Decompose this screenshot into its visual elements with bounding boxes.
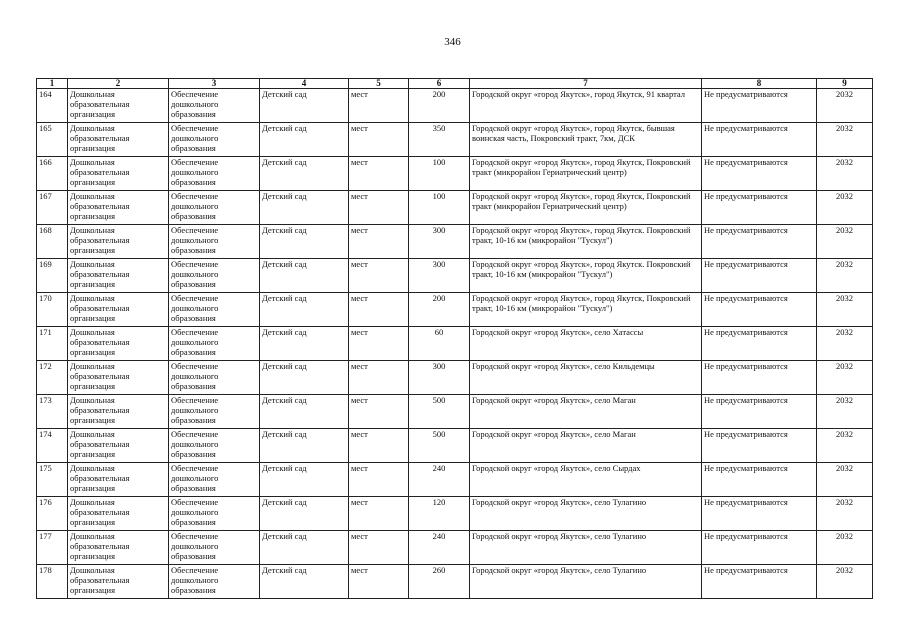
facility-type: Дошкольная образовательная организация xyxy=(70,395,130,425)
row-number: 173 xyxy=(39,395,52,405)
zones-note: Не предусматриваются xyxy=(704,395,788,405)
row-number: 174 xyxy=(39,429,52,439)
capacity-unit-cell xyxy=(349,463,409,497)
zones-note: Не предусматриваются xyxy=(704,157,788,167)
completion-year-cell xyxy=(817,531,873,565)
facility-purpose: Обеспечение дошкольного образования xyxy=(171,191,219,221)
capacity-value-cell xyxy=(409,89,470,123)
capacity-unit-cell xyxy=(349,327,409,361)
column-header: 3 xyxy=(169,79,260,89)
table-row xyxy=(37,429,873,463)
table-row xyxy=(37,361,873,395)
table-row xyxy=(37,463,873,497)
facility-purpose: Обеспечение дошкольного образования xyxy=(171,259,219,289)
facility-location: Городской округ «город Якутск», село Хатассы xyxy=(472,327,644,337)
completion-year-cell xyxy=(817,429,873,463)
facility-type: Дошкольная образовательная организация xyxy=(70,565,130,595)
table-row xyxy=(37,395,873,429)
facility-type-cell xyxy=(68,89,169,123)
facility-object-cell xyxy=(260,361,349,395)
facility-purpose: Обеспечение дошкольного образования xyxy=(171,225,219,255)
zones-note: Не предусматриваются xyxy=(704,497,788,507)
row-number: 168 xyxy=(39,225,52,235)
capacity-value-cell xyxy=(409,565,470,599)
facility-location: Городской округ «город Якутск», село Тулагино xyxy=(472,497,647,507)
facility-object-cell xyxy=(260,463,349,497)
facility-type: Дошкольная образовательная организация xyxy=(70,463,130,493)
capacity-unit: мест xyxy=(351,531,368,541)
facility-location-cell xyxy=(470,361,702,395)
facility-object: Детский сад xyxy=(262,429,307,439)
capacity-value: 300 xyxy=(432,259,446,269)
capacity-unit-cell xyxy=(349,395,409,429)
capacity-unit-cell xyxy=(349,293,409,327)
row-number: 169 xyxy=(39,259,52,269)
facility-purpose: Обеспечение дошкольного образования xyxy=(171,361,219,391)
facilities-table xyxy=(36,78,873,599)
zones-note: Не предусматриваются xyxy=(704,327,788,337)
facility-object-cell xyxy=(260,531,349,565)
facility-purpose: Обеспечение дошкольного образования xyxy=(171,89,219,119)
completion-year-cell xyxy=(817,327,873,361)
facility-purpose: Обеспечение дошкольного образования xyxy=(171,157,219,187)
capacity-unit: мест xyxy=(351,395,368,405)
facility-purpose-cell xyxy=(169,89,260,123)
zones-note: Не предусматриваются xyxy=(704,293,788,303)
facility-location: Городской округ «город Якутск», город Якутск. Покровский тракт, 10-16 км (микрорайон "Тускул") xyxy=(472,225,691,245)
zones-note-cell xyxy=(702,429,817,463)
facility-object: Детский сад xyxy=(262,531,307,541)
completion-year-cell xyxy=(817,157,873,191)
capacity-unit-cell xyxy=(349,497,409,531)
row-number: 176 xyxy=(39,497,52,507)
completion-year-cell xyxy=(817,191,873,225)
capacity-value-cell xyxy=(409,225,470,259)
zones-note: Не предусматриваются xyxy=(704,565,788,575)
capacity-unit: мест xyxy=(351,259,368,269)
facility-type-cell xyxy=(68,225,169,259)
facility-type: Дошкольная образовательная организация xyxy=(70,191,130,221)
facility-purpose: Обеспечение дошкольного образования xyxy=(171,565,219,595)
facility-object: Детский сад xyxy=(262,259,307,269)
capacity-value: 100 xyxy=(432,157,446,167)
facility-purpose: Обеспечение дошкольного образования xyxy=(171,497,219,527)
facility-object: Детский сад xyxy=(262,123,307,133)
facility-purpose-cell xyxy=(169,395,260,429)
zones-note-cell xyxy=(702,463,817,497)
facility-type-cell xyxy=(68,565,169,599)
zones-note-cell xyxy=(702,327,817,361)
page-number: 346 xyxy=(444,36,461,48)
capacity-value: 350 xyxy=(432,123,446,133)
completion-year: 2032 xyxy=(836,497,853,507)
zones-note: Не предусматриваются xyxy=(704,89,788,99)
capacity-value-cell xyxy=(409,429,470,463)
facility-location-cell xyxy=(470,157,702,191)
capacity-value: 240 xyxy=(432,463,446,473)
capacity-value-cell xyxy=(409,463,470,497)
capacity-value: 200 xyxy=(432,293,446,303)
zones-note: Не предусматриваются xyxy=(704,429,788,439)
facility-object-cell xyxy=(260,225,349,259)
row-number: 175 xyxy=(39,463,52,473)
row-number-cell xyxy=(37,293,68,327)
capacity-value: 260 xyxy=(432,565,446,575)
capacity-unit-cell xyxy=(349,225,409,259)
facility-type: Дошкольная образовательная организация xyxy=(70,293,130,323)
table-row xyxy=(37,327,873,361)
facility-purpose-cell xyxy=(169,123,260,157)
completion-year: 2032 xyxy=(836,293,853,303)
facility-object: Детский сад xyxy=(262,565,307,575)
row-number-cell xyxy=(37,395,68,429)
facility-location-cell xyxy=(470,89,702,123)
facility-object: Детский сад xyxy=(262,89,307,99)
facility-purpose-cell xyxy=(169,327,260,361)
capacity-value-cell xyxy=(409,497,470,531)
facility-type-cell xyxy=(68,191,169,225)
table-row xyxy=(37,259,873,293)
capacity-unit: мест xyxy=(351,361,368,371)
facility-type-cell xyxy=(68,327,169,361)
facility-purpose-cell xyxy=(169,225,260,259)
completion-year: 2032 xyxy=(836,565,853,575)
facility-location-cell xyxy=(470,497,702,531)
capacity-unit-cell xyxy=(349,191,409,225)
capacity-value: 60 xyxy=(434,327,444,337)
completion-year-cell xyxy=(817,225,873,259)
row-number-cell xyxy=(37,259,68,293)
facility-type-cell xyxy=(68,429,169,463)
row-number-cell xyxy=(37,89,68,123)
capacity-value: 100 xyxy=(432,191,446,201)
capacity-value-cell xyxy=(409,293,470,327)
facility-purpose-cell xyxy=(169,259,260,293)
capacity-value: 300 xyxy=(432,361,446,371)
facility-location: Городской округ «город Якутск», село Маган xyxy=(472,395,636,405)
facility-location-cell xyxy=(470,191,702,225)
completion-year: 2032 xyxy=(836,191,853,201)
facility-type: Дошкольная образовательная организация xyxy=(70,157,130,187)
row-number: 177 xyxy=(39,531,52,541)
zones-note-cell xyxy=(702,157,817,191)
facility-location-cell xyxy=(470,429,702,463)
column-header: 5 xyxy=(349,79,409,89)
facility-purpose-cell xyxy=(169,463,260,497)
table-row xyxy=(37,565,873,599)
row-number: 165 xyxy=(39,123,52,133)
completion-year: 2032 xyxy=(836,463,853,473)
zones-note-cell xyxy=(702,259,817,293)
facility-object-cell xyxy=(260,259,349,293)
facility-location: Городской округ «город Якутск», город Якутск, Покровский тракт (микрорайон Гериатрический центр) xyxy=(472,191,691,211)
capacity-unit: мест xyxy=(351,225,368,235)
capacity-value: 240 xyxy=(432,531,446,541)
facility-location-cell xyxy=(470,395,702,429)
capacity-value-cell xyxy=(409,157,470,191)
row-number: 170 xyxy=(39,293,52,303)
capacity-unit: мест xyxy=(351,429,368,439)
facility-location-cell xyxy=(470,259,702,293)
facility-location: Городской округ «город Якутск», город Якутск, 91 квартал xyxy=(472,89,686,99)
capacity-unit-cell xyxy=(349,361,409,395)
column-header: 6 xyxy=(409,79,470,89)
capacity-value-cell xyxy=(409,395,470,429)
zones-note: Не предусматриваются xyxy=(704,259,788,269)
zones-note-cell xyxy=(702,531,817,565)
facility-type: Дошкольная образовательная организация xyxy=(70,123,130,153)
facility-object: Детский сад xyxy=(262,225,307,235)
table-row xyxy=(37,191,873,225)
row-number: 166 xyxy=(39,157,52,167)
capacity-value-cell xyxy=(409,361,470,395)
completion-year-cell xyxy=(817,497,873,531)
facility-object-cell xyxy=(260,395,349,429)
completion-year: 2032 xyxy=(836,327,853,337)
facility-location-cell xyxy=(470,293,702,327)
completion-year: 2032 xyxy=(836,429,853,439)
row-number: 164 xyxy=(39,89,52,99)
column-header: 8 xyxy=(702,79,817,89)
completion-year-cell xyxy=(817,463,873,497)
facility-location-cell xyxy=(470,225,702,259)
facility-location: Городской округ «город Якутск», село Кильдемцы xyxy=(472,361,655,371)
facility-object: Детский сад xyxy=(262,361,307,371)
facility-object-cell xyxy=(260,157,349,191)
row-number: 178 xyxy=(39,565,52,575)
row-number: 172 xyxy=(39,361,52,371)
facility-purpose: Обеспечение дошкольного образования xyxy=(171,123,219,153)
facility-purpose-cell xyxy=(169,531,260,565)
facility-type-cell xyxy=(68,395,169,429)
facility-type: Дошкольная образовательная организация xyxy=(70,429,130,459)
completion-year: 2032 xyxy=(836,89,853,99)
facility-object-cell xyxy=(260,327,349,361)
completion-year-cell xyxy=(817,293,873,327)
completion-year-cell xyxy=(817,395,873,429)
facility-object-cell xyxy=(260,89,349,123)
table-body xyxy=(37,89,873,599)
capacity-unit: мест xyxy=(351,497,368,507)
completion-year: 2032 xyxy=(836,395,853,405)
row-number-cell xyxy=(37,463,68,497)
table-row xyxy=(37,531,873,565)
facility-location: Городской округ «город Якутск», село Сырдах xyxy=(472,463,641,473)
capacity-value-cell xyxy=(409,123,470,157)
facility-type: Дошкольная образовательная организация xyxy=(70,89,130,119)
completion-year-cell xyxy=(817,361,873,395)
capacity-value: 300 xyxy=(432,225,446,235)
table-row xyxy=(37,123,873,157)
capacity-unit: мест xyxy=(351,123,368,133)
zones-note-cell xyxy=(702,293,817,327)
capacity-unit-cell xyxy=(349,89,409,123)
completion-year: 2032 xyxy=(836,531,853,541)
completion-year-cell xyxy=(817,259,873,293)
capacity-unit: мест xyxy=(351,463,368,473)
zones-note-cell xyxy=(702,89,817,123)
capacity-value-cell xyxy=(409,327,470,361)
completion-year-cell xyxy=(817,89,873,123)
facility-type: Дошкольная образовательная организация xyxy=(70,531,130,561)
capacity-unit: мест xyxy=(351,191,368,201)
facility-location: Городской округ «город Якутск», село Маган xyxy=(472,429,636,439)
row-number-cell xyxy=(37,565,68,599)
facility-type: Дошкольная образовательная организация xyxy=(70,225,130,255)
table-row xyxy=(37,497,873,531)
zones-note-cell xyxy=(702,497,817,531)
capacity-unit-cell xyxy=(349,157,409,191)
zones-note-cell xyxy=(702,225,817,259)
facility-purpose-cell xyxy=(169,565,260,599)
facility-object: Детский сад xyxy=(262,157,307,167)
table-row xyxy=(37,157,873,191)
facility-purpose: Обеспечение дошкольного образования xyxy=(171,395,219,425)
row-number: 171 xyxy=(39,327,52,337)
facility-type-cell xyxy=(68,259,169,293)
row-number-cell xyxy=(37,497,68,531)
row-number-cell xyxy=(37,225,68,259)
facility-location: Городской округ «город Якутск», город Якутск. Покровский тракт, 10-16 км (микрорайон "Тускул") xyxy=(472,259,691,279)
table-row xyxy=(37,293,873,327)
row-number-cell xyxy=(37,327,68,361)
column-header: 2 xyxy=(68,79,169,89)
facility-object: Детский сад xyxy=(262,395,307,405)
facility-object-cell xyxy=(260,191,349,225)
completion-year: 2032 xyxy=(836,361,853,371)
facility-location: Городской округ «город Якутск», село Тулагино xyxy=(472,565,647,575)
row-number-cell xyxy=(37,531,68,565)
capacity-value: 500 xyxy=(432,395,446,405)
completion-year-cell xyxy=(817,123,873,157)
table-row xyxy=(37,89,873,123)
capacity-unit: мест xyxy=(351,565,368,575)
facility-location-cell xyxy=(470,463,702,497)
completion-year: 2032 xyxy=(836,259,853,269)
facility-type-cell xyxy=(68,361,169,395)
capacity-unit: мест xyxy=(351,293,368,303)
capacity-unit-cell xyxy=(349,429,409,463)
zones-note-cell xyxy=(702,191,817,225)
facility-location: Городской округ «город Якутск», город Якутск, Покровский тракт, 10-16 км (микрорайон "Тускул") xyxy=(472,293,691,313)
facility-object-cell xyxy=(260,429,349,463)
capacity-unit-cell xyxy=(349,123,409,157)
capacity-unit: мест xyxy=(351,157,368,167)
completion-year-cell xyxy=(817,565,873,599)
completion-year: 2032 xyxy=(836,157,853,167)
row-number-cell xyxy=(37,123,68,157)
facility-location: Городской округ «город Якутск», город Якутск, бывшая воинская часть, Покровский тракт, 7км, ДСК xyxy=(472,123,675,143)
facility-purpose-cell xyxy=(169,157,260,191)
facility-purpose-cell xyxy=(169,191,260,225)
capacity-value-cell xyxy=(409,531,470,565)
zones-note: Не предусматриваются xyxy=(704,191,788,201)
table-row xyxy=(37,225,873,259)
capacity-unit-cell xyxy=(349,259,409,293)
facility-purpose: Обеспечение дошкольного образования xyxy=(171,463,219,493)
zones-note: Не предусматриваются xyxy=(704,123,788,133)
zones-note-cell xyxy=(702,361,817,395)
completion-year: 2032 xyxy=(836,123,853,133)
facility-type: Дошкольная образовательная организация xyxy=(70,327,130,357)
facility-object-cell xyxy=(260,565,349,599)
column-number-row xyxy=(37,79,873,89)
capacity-unit-cell xyxy=(349,531,409,565)
row-number-cell xyxy=(37,361,68,395)
zones-note-cell xyxy=(702,123,817,157)
row-number-cell xyxy=(37,191,68,225)
facility-type: Дошкольная образовательная организация xyxy=(70,497,130,527)
facility-object-cell xyxy=(260,293,349,327)
facility-type-cell xyxy=(68,293,169,327)
facility-type-cell xyxy=(68,157,169,191)
facility-purpose: Обеспечение дошкольного образования xyxy=(171,327,219,357)
facility-purpose: Обеспечение дошкольного образования xyxy=(171,429,219,459)
facility-type-cell xyxy=(68,123,169,157)
capacity-value-cell xyxy=(409,191,470,225)
facility-location-cell xyxy=(470,531,702,565)
row-number-cell xyxy=(37,157,68,191)
facility-object: Детский сад xyxy=(262,191,307,201)
capacity-value-cell xyxy=(409,259,470,293)
facility-type: Дошкольная образовательная организация xyxy=(70,259,130,289)
facility-object: Детский сад xyxy=(262,463,307,473)
completion-year: 2032 xyxy=(836,225,853,235)
facility-type-cell xyxy=(68,463,169,497)
capacity-unit: мест xyxy=(351,89,368,99)
facility-location-cell xyxy=(470,123,702,157)
zones-note: Не предусматриваются xyxy=(704,531,788,541)
facility-type-cell xyxy=(68,531,169,565)
facility-type-cell xyxy=(68,497,169,531)
facility-location: Городской округ «город Якутск», село Тулагино xyxy=(472,531,647,541)
facility-object: Детский сад xyxy=(262,327,307,337)
row-number-cell xyxy=(37,429,68,463)
column-header: 4 xyxy=(260,79,349,89)
capacity-unit: мест xyxy=(351,327,368,337)
column-header: 7 xyxy=(470,79,702,89)
facility-object: Детский сад xyxy=(262,293,307,303)
facility-location: Городской округ «город Якутск», город Якутск, Покровский тракт (микрорайон Гериатрический центр) xyxy=(472,157,691,177)
capacity-value: 200 xyxy=(432,89,446,99)
column-header: 1 xyxy=(37,79,68,89)
column-header: 9 xyxy=(817,79,873,89)
zones-note: Не предусматриваются xyxy=(704,225,788,235)
facility-purpose-cell xyxy=(169,429,260,463)
facility-location-cell xyxy=(470,327,702,361)
capacity-value: 500 xyxy=(432,429,446,439)
facility-object-cell xyxy=(260,123,349,157)
facility-purpose: Обеспечение дошкольного образования xyxy=(171,531,219,561)
facility-object: Детский сад xyxy=(262,497,307,507)
zones-note: Не предусматриваются xyxy=(704,361,788,371)
facility-purpose-cell xyxy=(169,361,260,395)
facility-location-cell xyxy=(470,565,702,599)
facility-object-cell xyxy=(260,497,349,531)
zones-note-cell xyxy=(702,395,817,429)
facility-purpose-cell xyxy=(169,293,260,327)
capacity-unit-cell xyxy=(349,565,409,599)
facility-purpose-cell xyxy=(169,497,260,531)
facility-purpose: Обеспечение дошкольного образования xyxy=(171,293,219,323)
row-number: 167 xyxy=(39,191,52,201)
facility-type: Дошкольная образовательная организация xyxy=(70,361,130,391)
zones-note-cell xyxy=(702,565,817,599)
capacity-value: 120 xyxy=(432,497,446,507)
zones-note: Не предусматриваются xyxy=(704,463,788,473)
